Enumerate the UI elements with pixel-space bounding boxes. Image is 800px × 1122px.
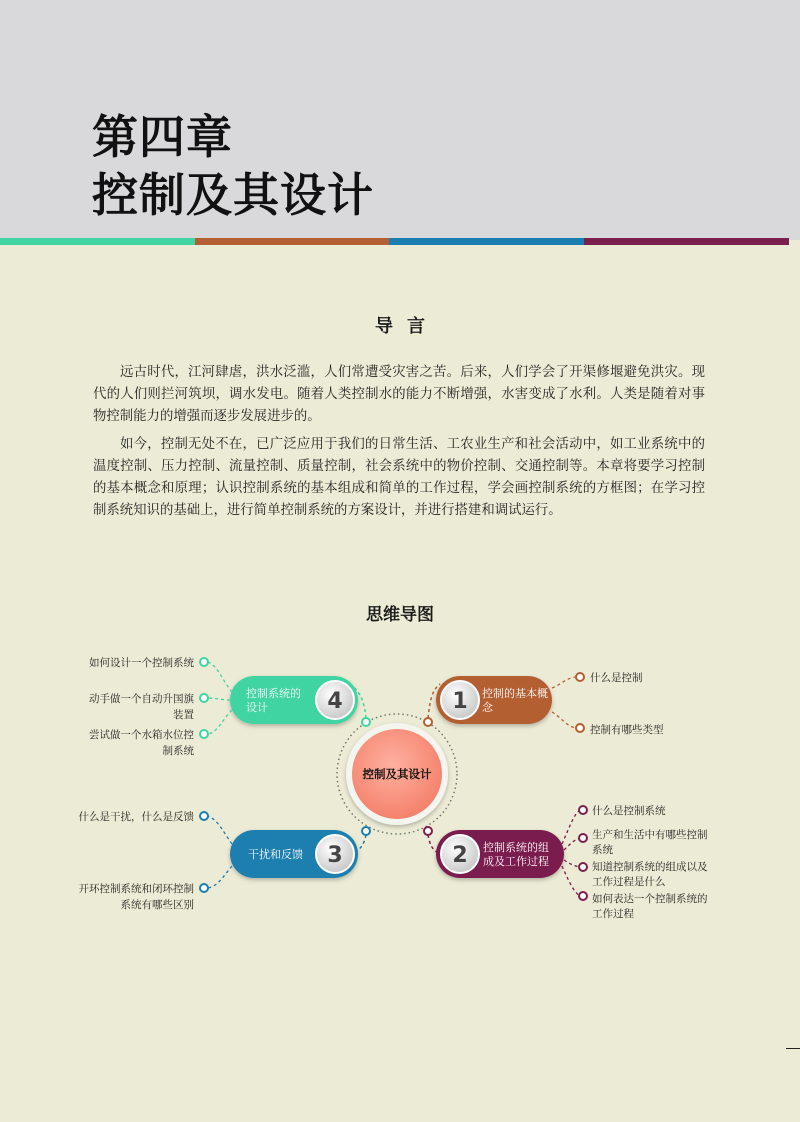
mindmap-diagram [0,640,800,940]
node-2-leaf-3-line2: 工作过程是什么 [592,876,666,888]
intro-paragraph-1: 远古时代，江河肆虐，洪水泛滥，人们常遭受灾害之苦。后来，人们学会了开渠修堰避免洪灾。现代的人们则拦河筑坝，调水发电。随着人类控制水的能力不断增强，水害变成了水利。人类是随着对事物控制能力的增强而逐步发展进步的。 [93,365,705,424]
node-1-leaf-1: 什么是控制 [590,672,643,684]
node-2-leaf-2-line2: 系统 [592,844,613,856]
node-4-leaf-3-line2: 制系统 [162,745,194,757]
node-4-number: 4 [327,689,343,714]
node-4-leaf-3-line1: 尝试做一个水箱水位控 [89,729,194,741]
color-bar-blue [389,238,584,245]
node-1-number: 1 [452,689,468,714]
intro-paragraph-2: 如今，控制无处不在，已广泛应用于我们的日常生活、工农业生产和社会活动中，如工业系统中的温度控制、压力控制、流量控制、质量控制，社会系统中的物价控制、交通控制等。本章将要学习控制的基本概念和原理；认识控制系统的基本组成和简单的工作过程，学会画控制系统的方框图；在学习控制系统知识的基础上，进行简单控制系统的方案设计，并进行搭建和调试运行。 [93,437,705,518]
mindmap-node-2 [436,830,564,878]
node-2-number: 2 [452,843,468,868]
node-3-leaf-2-line1: 开环控制系统和闭环控制 [78,883,194,895]
node-2-leaf-4-line2: 工作过程 [592,908,634,920]
center-label: 控制及其设计 [362,767,432,781]
connector-dot-1 [424,718,432,726]
chapter-number: 第四章 [92,110,233,164]
node-1-label-line1: 控制的基本概 [482,687,548,700]
color-bar-green [0,238,195,245]
page-edge-mark [786,1048,800,1049]
chapter-title [92,108,374,224]
connector-dot-2 [424,827,432,835]
connector-dot-4 [362,718,370,726]
node-3-leaf-2-line2: 系统有哪些区别 [120,899,194,911]
connector-dot-3 [362,827,370,835]
node-4-label-line2: 设计 [246,701,268,714]
mindmap-title: 思维导图 [366,605,434,625]
mindmap-node-1 [436,676,552,724]
node-3-number: 3 [327,843,343,868]
node-1-leaf-2: 控制有哪些类型 [590,724,664,736]
node-4-leaf-2-line2: 装置 [173,709,194,721]
mindmap-node-3 [230,830,358,878]
node-2-leaf-2-line1: 生产和生活中有哪些控制 [592,829,708,841]
intro-title: 导言 [375,316,439,337]
node-2-label-line1: 控制系统的组 [483,841,549,854]
node-4-label-line1: 控制系统的 [246,687,301,700]
color-bar-purple [584,238,789,245]
node-4-leaf-2-line1: 动手做一个自动升国旗 [89,693,194,705]
node-3-leaf-1: 什么是干扰，什么是反馈 [78,811,194,823]
node-4-leaf-1: 如何设计一个控制系统 [89,657,194,669]
node-3-label-line1: 干扰和反馈 [248,848,303,861]
node-2-leaf-4-line1: 如何表达一个控制系统的 [592,893,708,905]
node-1-label-line2: 念 [482,701,493,714]
mindmap-node-4 [230,676,358,724]
node-2-label-line2: 成及工作过程 [483,855,549,868]
color-bar-brown [195,238,389,245]
chapter-name: 控制及其设计 [92,168,374,222]
node-2-leaf-3-line1: 知道控制系统的组成以及 [592,861,708,873]
node-2-leaf-1: 什么是控制系统 [592,805,666,817]
